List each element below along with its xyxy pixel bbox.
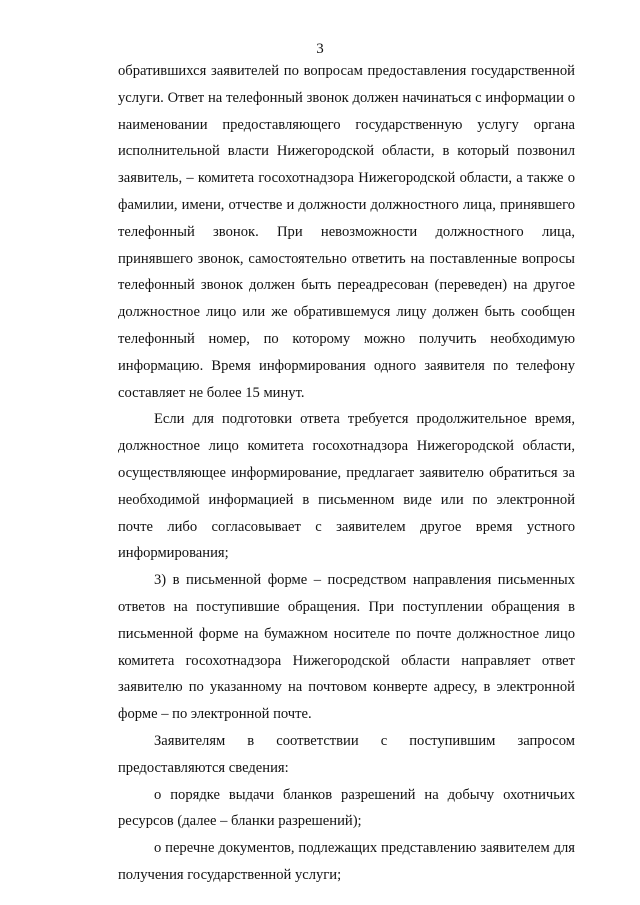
paragraph-info-provided: Заявителям в соответствии с поступившим запросом предоставляются сведения:	[118, 732, 575, 776]
paragraph-phone-answer: обратившихся заявителей по вопросам предоставления государственной услуги. Ответ на телефонный звонок должен начинаться с информации о наименовании предоставляющего государственную услугу органа исполнительной власти Нижегородской области, в который позвонил заявитель, – комитета госохотнадзора Нижегородской области, а также о фамилии, имени, отчестве и должности должностного лица, принявшего телефонный звонок. При невозможности должностного лица, принявшего звонок, самостоятельно ответить на поставленные вопросы телефонный звонок должен быть переадресован (переведен) на другое должностное лицо или же обратившемуся лицу должен быть сообщен телефонный номер, по которому можно получить необходимую информацию. Время информирования одного заявителя по телефону составляет не более 15 минут.	[118, 63, 575, 401]
paragraph-blank-issuance: о порядке выдачи бланков разрешений на добычу охотничьих ресурсов (далее – бланки разрешений);	[118, 786, 575, 830]
paragraph-document-list: о перечне документов, подлежащих представлению заявителем для получения государственной услуги;	[118, 840, 575, 883]
paragraph-long-preparation: Если для подготовки ответа требуется продолжительное время, должностное лицо комитета госохотнадзора Нижегородской области, осуществляющее информирование, предлагает заявителю обратиться за необходимой информацией в письменном виде или по электронной почте либо согласовывает с заявителем другое время устного информирования;	[118, 411, 575, 562]
page-number: 3	[316, 41, 324, 57]
document-body	[118, 58, 575, 889]
paragraph-written-form: 3) в письменной форме – посредством направления письменных ответов на поступившие обращения. При поступлении обращения в письменной форме на бумажном носителе по почте должностное лицо комитета госохотнадзора Нижегородской области направляет ответ заявителю по указанному на почтовом конверте адресу, в электронной форме – по электронной почте.	[118, 572, 575, 723]
